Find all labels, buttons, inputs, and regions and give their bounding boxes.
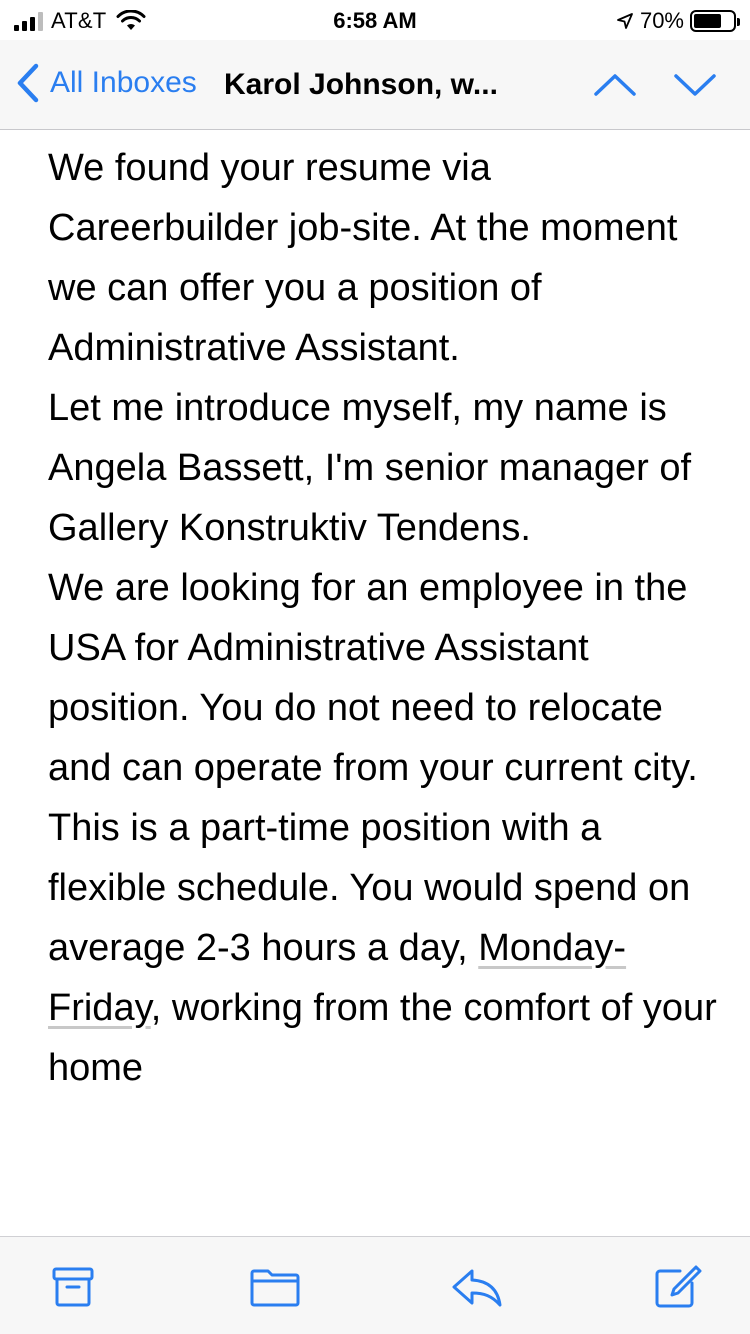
battery-icon	[690, 10, 736, 32]
bottom-toolbar	[0, 1236, 750, 1334]
compose-icon[interactable]	[650, 1265, 704, 1309]
location-arrow-icon	[616, 12, 634, 30]
previous-message-button[interactable]	[592, 66, 638, 104]
body-paragraph	[48, 798, 728, 1098]
thread-title: Karol Johnson, w...	[224, 68, 498, 101]
status-bar	[0, 0, 750, 40]
body-text-segment: This is a part-time position with a flexible schedule. You would spend on average 2-3 hours a day,	[48, 807, 691, 969]
body-paragraph: We are looking for an employee in the USA for Administrative Assistant position. You do not need to relocate and can operate from your current city.	[48, 567, 698, 789]
status-right	[616, 8, 736, 34]
battery-fill	[694, 14, 721, 28]
date-link[interactable]: Monday-Friday	[48, 927, 627, 1029]
carrier-label: AT&T	[51, 8, 107, 33]
archive-icon[interactable]	[46, 1265, 100, 1309]
reply-icon[interactable]	[450, 1265, 504, 1309]
body-text-segment: , working from the comfort of your home	[48, 987, 717, 1089]
next-message-button[interactable]	[672, 66, 718, 104]
status-time: 6:58 AM	[333, 8, 417, 33]
body-paragraph: We found your resume via Careerbuilder job-site. At the moment we can offer you a position of Administrative Assistant.	[48, 147, 678, 369]
body-paragraph: Let me introduce myself, my name is Angela Bassett, I'm senior manager of Gallery Konstruktiv Tendens.	[48, 387, 692, 549]
back-label: All Inboxes	[50, 66, 197, 99]
nav-bar	[0, 40, 750, 130]
message-content[interactable]	[0, 130, 750, 1236]
chevron-left-icon	[14, 62, 42, 104]
message-body	[48, 138, 728, 1098]
folder-icon[interactable]	[248, 1265, 302, 1309]
back-button[interactable]	[14, 62, 197, 104]
battery-percent: 70%	[639, 8, 684, 33]
